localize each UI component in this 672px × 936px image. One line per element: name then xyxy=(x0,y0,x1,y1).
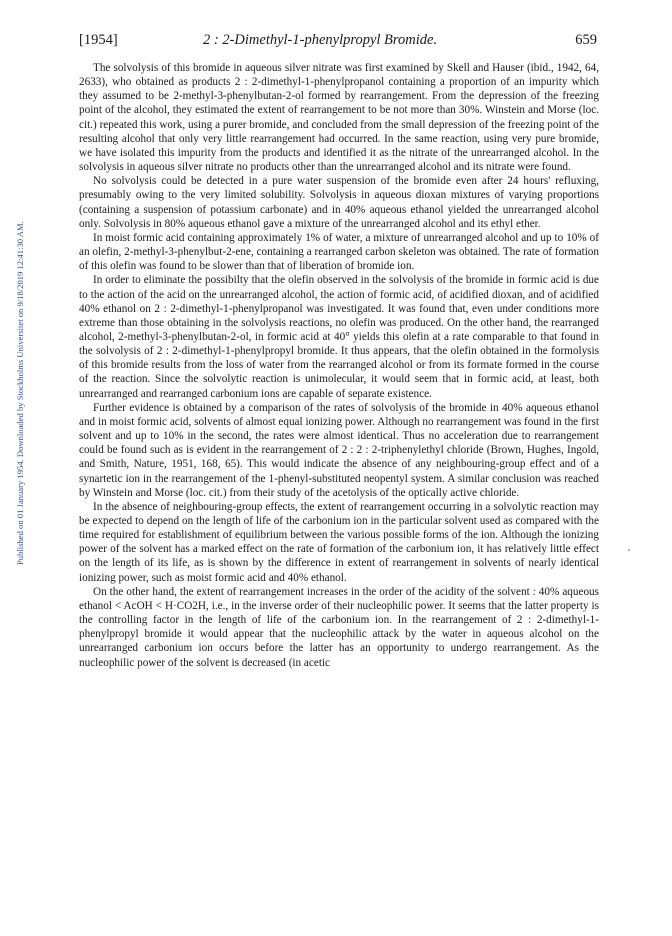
paragraph-7: On the other hand, the extent of rearrangement increases in the order of the acidity of the solvent : 40% aqueous ethanol < AcOH < H·CO2H, i.e., in the inverse order of their nucleophilic power. It seems that the latter property is the controlling factor in the length of life of the carbonium ion. In the rearrangement of 2 : 2-dimethyl-1-phenylpropyl bromide it would appear that the nucleophilic attack by the water in aqueous alcohol on the unrearranged carbonium ion occurs before the latter has an opportunity to undergo rearrangement. As the nucleophilic power of the solvent is decreased (in acetic xyxy=(79,585,599,669)
paragraph-2: No solvolysis could be detected in a pure water suspension of the bromide even after 24 hours' refluxing, presumably owing to the very limited solubility. Solvolysis in aqueous dioxan mixtures of varying proportions (containing a suspension of potassium carbonate) and in 40% aqueous ethanol yielded the unrearranged alcohol only. Solvolysis in 80% aqueous ethanol gave a mixture of the unrearranged alcohol and its ethyl ether. xyxy=(79,175,599,230)
article-body xyxy=(79,61,599,670)
scan-speck xyxy=(628,549,630,551)
journal-year: [1954] xyxy=(79,32,118,48)
page-number: 659 xyxy=(575,32,597,48)
paragraph-3: In moist formic acid containing approximately 1% of water, a mixture of unrearranged alcohol and up to 10% of an olefin, 2-methyl-3-phenylbut-2-ene, containing a rearranged carbon skeleton was obtained. The rate of formation of this olefin was found to be slower than that of liberation of bromide ion. xyxy=(79,231,599,273)
paragraph-5: Further evidence is obtained by a comparison of the rates of solvolysis of the bromide in 40% aqueous ethanol and in moist formic acid, solvents of almost equal ionizing power. Although no rearrangement was found in the first solvent and up to 10% in the second, the rates were almost identical. Thus no acceleration due to rearrangement could be found such as is evident in the rearrangement of 2 : 2 : 2-triphenylethyl chloride (Brown, Hughes, Ingold, and Smith, Nature, 1951, 168, 65). This would indicate the absence of any neighbouring-group effect and of a synartetic ion in the rearrangement of the 1-phenyl-substituted neopentyl system. A similar conclusion was reached by Winstein and Morse (loc. cit.) from their study of the acetolysis of the optically active chloride. xyxy=(79,401,599,499)
publication-note[interactable]: Published on 01 January 1954. Downloaded by Stockholms Universitet on 9/18/2019 12:41:30 AM. xyxy=(15,221,25,565)
running-title: 2 : 2-Dimethyl-1-phenylpropyl Bromide. xyxy=(203,32,438,48)
running-header xyxy=(79,32,597,52)
paragraph-6: In the absence of neighbouring-group effects, the extent of rearrangement occurring in a solvolytic reaction may be expected to depend on the length of life of the carbonium ion in the particular solvent used as compared with the time required for establishment of equilibrium between the various possible forms of the ion. Although the ionizing power of the solvent has a marked effect on the rate of formation of the carbonium ion, it has relatively little effect on the length of its life, as is shown by the difference in extent of rearrangement in solvents of nearly identical ionizing power, such as moist formic acid and 40% ethanol. xyxy=(79,500,599,584)
paragraph-1: The solvolysis of this bromide in aqueous silver nitrate was first examined by Skell and Hauser (ibid., 1942, 64, 2633), who obtained as products 2 : 2-dimethyl-1-phenylpropanol containing a proportion of an impurity which they assumed to be 2-methyl-3-phenylbutan-2-ol formed by rearrangement. From the depression of the freezing point of the alcohol, they estimated the extent of rearrangement to be not more than 30%. Winstein and Morse (loc. cit.) repeated this work, using a purer bromide, and concluded from the small depression of the freezing point of the resulting alcohol that only very little rearrangement had occurred. In the same reaction, using very pure bromide, we have isolated this impurity from the products and identified it as the nitrate of the unrearranged alcohol. In the solvolysis in aqueous silver nitrate no products other than the unrearranged alcohol and its nitrate were found. xyxy=(79,62,599,174)
paragraph-4: In order to eliminate the possibilty that the olefin observed in the solvolysis of the bromide in formic acid is due to the action of the acid on the unrearranged alcohol, the action of formic acid, of acidified dioxan, and of acidified 40% ethanol on 2 : 2-dimethyl-1-phenylpropanol was investigated. It was found that, even under conditions more extreme than those obtaining in the solvolysis reactions, no olefin was produced. On the other hand, the rearranged alcohol, 2-methyl-3-phenylbutan-2-ol, in formic acid at 40° yields this olefin at a rate comparable to that found in the solvolysis of 2 : 2-dimethyl-1-phenylpropyl bromide. It thus appears, that the olefin obtained in the formolysis of this bromide results from the loss of water from the rearranged alcohol or from its formate formed in the course of the reaction. Since the solvolytic reaction is unimolecular, it would seem that in formic acid, at least, both unrearranged and rearranged carbonium ions are capable of separate existence. xyxy=(79,274,599,400)
publication-sidebar xyxy=(0,0,26,936)
